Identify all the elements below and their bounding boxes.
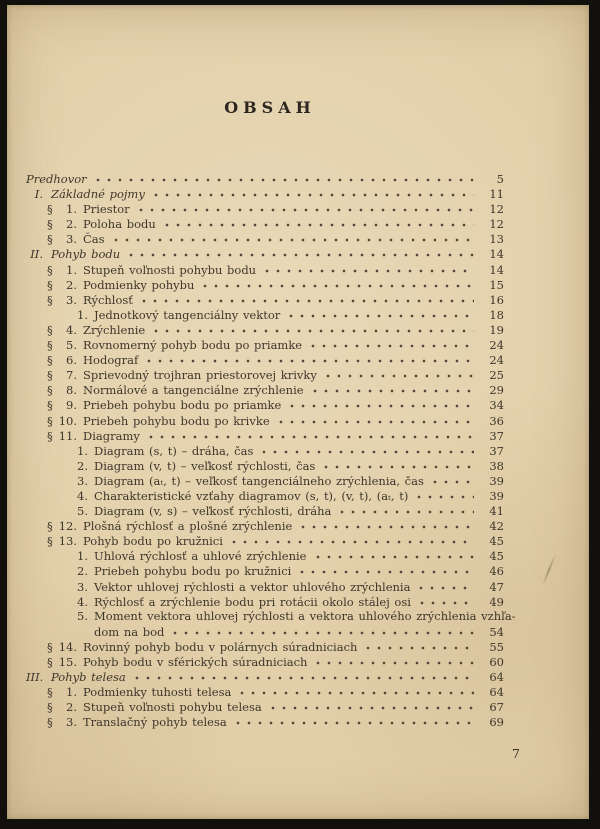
toc-entry — [26, 277, 504, 292]
toc-entry-title: Pohyb telesa — [51, 670, 126, 685]
toc-entry-section-sign: § — [47, 700, 53, 715]
toc-entry-title: Uhlová rýchlosť a uhlové zrýchlenie — [94, 549, 307, 564]
toc-entry-number: 1. — [77, 443, 88, 458]
toc-entry — [26, 322, 504, 337]
toc-entry-title: Priestor — [83, 202, 130, 217]
toc-entry — [26, 397, 504, 412]
toc-entry-title: Rýchlosť — [83, 292, 133, 307]
toc-entry — [26, 503, 504, 518]
toc-entry-number: 6. — [66, 353, 77, 368]
toc-entry-title: Vektor uhlovej rýchlosti a vektor uhlového zrýchlenia — [94, 579, 411, 594]
toc-entry — [26, 171, 504, 186]
dot-leader — [165, 216, 474, 228]
toc-entry-section-sign: § — [47, 428, 53, 443]
toc-entry-number: 4. — [77, 488, 88, 503]
toc-entry-number: 2. — [66, 217, 77, 232]
toc-entry-page: 36 — [489, 413, 504, 428]
toc-entry-page: 67 — [489, 700, 504, 715]
toc-entry-page: 24 — [489, 353, 504, 368]
dot-leader — [417, 488, 474, 500]
toc-entry-page: 64 — [489, 670, 504, 685]
toc-entry-section-sign: § — [47, 368, 53, 383]
toc-entry-page: 42 — [489, 519, 504, 534]
toc-entry-page: 18 — [489, 307, 504, 322]
dot-leader — [142, 292, 474, 304]
toc-entry-number: 9. — [66, 398, 77, 413]
toc-entry — [26, 594, 504, 609]
toc-entry — [26, 579, 504, 594]
toc-entry-page: 15 — [489, 277, 504, 292]
toc-entry-title: Rovinný pohyb bodu v polárnych súradniciach — [83, 639, 358, 654]
toc-entry — [26, 699, 504, 714]
toc-entry-section-sign: § — [47, 519, 53, 534]
toc-entry-number: 2. — [66, 700, 77, 715]
toc-entry-title: Jednotkový tangenciálny vektor — [94, 307, 281, 322]
toc-entry-section-sign: § — [47, 277, 53, 292]
toc-entry-number: 3. — [77, 579, 88, 594]
toc-entry-section-sign: § — [47, 322, 53, 337]
toc-entry-page: 37 — [489, 428, 504, 443]
toc-entry — [26, 654, 504, 669]
toc-entry-title: Čas — [83, 232, 105, 247]
toc-entry-number: 1. — [77, 307, 88, 322]
toc-entry-title: Pohyb bodu — [51, 247, 121, 262]
toc-entry-title: Translačný pohyb telesa — [83, 715, 227, 730]
dot-leader — [154, 186, 474, 198]
toc-entry — [26, 216, 504, 231]
toc-entry-title: Pohyb bodu v sférických súradniciach — [83, 655, 308, 669]
toc-entry-title: Charakteristické vzťahy diagramov (s, t), (v, t), (aₜ, t) — [94, 488, 409, 503]
toc-entry-title: Diagram (aₜ, t) – veľkosť tangenciálneho zrýchlenia, čas — [94, 473, 424, 488]
toc-entry-number: 2. — [77, 458, 88, 473]
toc-entry-page: 11 — [489, 187, 504, 202]
toc-entry-page: 55 — [489, 639, 504, 654]
toc-entry-page: 64 — [489, 685, 504, 700]
toc-entry-title: Hodograf — [83, 353, 139, 368]
toc-entry-title: Stupeň voľnosti pohybu telesa — [83, 700, 262, 715]
toc-entry-page: 13 — [489, 232, 504, 247]
toc-entry-page: 45 — [489, 534, 504, 549]
dot-leader — [300, 563, 474, 575]
toc-entry-number: I. — [34, 187, 43, 202]
toc-entry — [26, 186, 504, 201]
toc-entry-page: 47 — [489, 579, 504, 594]
toc-entry — [26, 231, 504, 246]
toc-entry — [26, 337, 504, 352]
toc-entry-number: 1. — [77, 549, 88, 564]
toc-entry-page: 46 — [489, 564, 504, 579]
toc-entry — [26, 714, 504, 729]
contents-title: OBSAH — [224, 98, 316, 117]
dot-leader — [232, 533, 474, 545]
toc-entry-page: 14 — [489, 247, 504, 262]
dot-leader — [313, 382, 474, 394]
toc-entry-title: Plošná rýchlosť a plošné zrýchlenie — [83, 519, 293, 534]
dot-leader — [289, 307, 474, 319]
dot-leader — [271, 699, 474, 711]
toc-entry-number: III. — [26, 670, 44, 685]
toc-entry-section-sign: § — [47, 685, 53, 700]
toc-entry-page: 16 — [489, 292, 504, 307]
dot-leader — [149, 428, 474, 440]
toc-entry-page: 24 — [489, 338, 504, 353]
toc-entry-number: 7. — [66, 368, 77, 383]
toc-entry-title: Sprievodný trojhran priestorovej krivky — [83, 368, 317, 383]
toc-entry-page: 34 — [489, 398, 504, 413]
toc-entry-section-sign: § — [47, 655, 53, 669]
dot-leader — [240, 684, 474, 696]
toc-entry-title: Moment vektora uhlovej rýchlosti a vektora uhlového zrýchlenia vzhľa- — [94, 608, 516, 623]
toc-entry — [26, 246, 504, 261]
toc-entry-page: 41 — [489, 504, 504, 519]
toc-entry-number: 4. — [66, 322, 77, 337]
toc-entry-title: Základné pojmy — [51, 187, 145, 202]
dot-leader — [114, 231, 474, 243]
toc-entry-page: 39 — [489, 488, 504, 503]
toc-list — [26, 171, 516, 730]
toc-entry-number: 1. — [66, 202, 77, 217]
toc-entry-number: 10. — [58, 413, 77, 428]
toc-entry-number: 3. — [66, 715, 77, 730]
dot-leader — [236, 714, 474, 726]
toc-entry-page: 12 — [489, 217, 504, 232]
toc-entry-number: II. — [30, 247, 43, 262]
dot-leader — [366, 639, 474, 651]
toc-entry-title: Pohyb bodu po kružnici — [83, 534, 223, 549]
toc-entry-section-sign: § — [47, 413, 53, 428]
toc-entry — [26, 624, 504, 639]
toc-entry-page: 69 — [489, 715, 504, 730]
dot-leader — [96, 171, 474, 183]
toc-entry-number: 3. — [66, 292, 77, 307]
dot-leader — [129, 246, 474, 258]
toc-entry-number: 4. — [77, 594, 88, 609]
dot-leader — [324, 458, 474, 470]
toc-entry-number: 3. — [66, 232, 77, 247]
dot-leader — [301, 518, 474, 530]
dot-leader — [419, 579, 474, 591]
toc-entry — [26, 473, 504, 488]
toc-entry-page: 45 — [489, 549, 504, 564]
toc-entry-number: 3. — [77, 473, 88, 488]
book-page — [7, 5, 589, 819]
toc-entry-number: 5. — [77, 504, 88, 519]
toc-entry — [26, 458, 504, 473]
toc-entry-title: Priebeh pohybu bodu po priamke — [83, 398, 282, 413]
toc-entry-page: 39 — [489, 473, 504, 488]
toc-entry-section-sign: § — [47, 262, 53, 277]
toc-entry-title: Diagramy — [83, 428, 140, 443]
page-number-folio: 7 — [512, 746, 520, 761]
toc-entry-section-sign: § — [47, 217, 53, 232]
toc-entry-title: Priebeh pohybu bodu po kružnici — [94, 564, 292, 579]
toc-entry-title: Poloha bodu — [83, 217, 156, 232]
toc-entry — [26, 533, 504, 548]
toc-entry-page: 38 — [489, 458, 504, 473]
toc-entry-number: 5. — [77, 608, 88, 623]
toc-entry-section-sign: § — [47, 383, 53, 398]
toc-entry-title: Diagram (v, s) – veľkosť rýchlosti, dráha — [94, 504, 332, 519]
toc-entry-page: 49 — [489, 594, 504, 609]
dot-leader — [203, 277, 474, 289]
toc-entry-title: Predhovor — [26, 172, 87, 186]
toc-entry-number: 14. — [58, 639, 77, 654]
toc-entry-title: Diagram (s, t) – dráha, čas — [94, 443, 254, 458]
toc-entry-number: 2. — [77, 564, 88, 579]
toc-entry-page: 29 — [489, 383, 504, 398]
toc-entry-number: 1. — [66, 685, 77, 700]
dot-leader — [316, 654, 474, 666]
toc-entry-title: Normálové a tangenciálne zrýchlenie — [83, 383, 304, 398]
dot-leader — [265, 262, 474, 274]
toc-entry-title: Priebeh pohybu bodu po krivke — [83, 413, 270, 428]
toc-entry — [26, 639, 504, 654]
toc-entry-title: Zrýchlenie — [83, 322, 146, 337]
toc-entry-page: 14 — [489, 262, 504, 277]
toc-entry-page: 54 — [489, 624, 504, 639]
dot-leader — [420, 594, 474, 606]
toc-entry — [26, 428, 504, 443]
toc-entry — [26, 201, 504, 216]
toc-entry-number: 12. — [58, 519, 77, 534]
toc-entry — [26, 367, 504, 382]
toc-entry-section-sign: § — [47, 338, 53, 353]
toc-entry — [26, 292, 504, 307]
dot-leader — [311, 337, 474, 349]
toc-entry — [26, 488, 504, 503]
toc-entry-number: 11. — [58, 428, 77, 443]
toc-entry — [26, 563, 504, 578]
toc-entry-page: 5 — [496, 172, 504, 186]
toc-entry-page: 37 — [489, 443, 504, 458]
toc-entry-section-sign: § — [47, 715, 53, 730]
toc-entry-section-sign: § — [47, 232, 53, 247]
toc-entry-number: 13. — [58, 534, 77, 549]
dot-leader — [154, 322, 474, 334]
toc-entry-title: Rovnomerný pohyb bodu po priamke — [83, 338, 303, 353]
toc-entry — [26, 413, 504, 428]
toc-entry — [26, 548, 504, 563]
dot-leader — [340, 503, 474, 515]
toc-entry — [26, 443, 504, 458]
dot-leader — [262, 443, 474, 455]
dot-leader — [326, 367, 474, 379]
toc-entry-page: 60 — [489, 655, 504, 669]
toc-entry — [26, 307, 504, 322]
toc-entry-title: Podmienky pohybu — [83, 277, 195, 292]
toc-entry-section-sign: § — [47, 534, 53, 549]
toc-entry — [26, 669, 504, 684]
dot-leader — [316, 548, 475, 560]
dot-leader — [135, 669, 474, 681]
paper-crease — [542, 554, 557, 586]
toc-entry-number: 2. — [66, 277, 77, 292]
toc-entry-page: 19 — [489, 322, 504, 337]
dot-leader — [433, 473, 474, 485]
toc-entry — [26, 518, 504, 533]
toc-entry-section-sign: § — [47, 639, 53, 654]
toc-entry-title: Stupeň voľnosti pohybu bodu — [83, 262, 257, 277]
toc-entry-section-sign: § — [47, 353, 53, 368]
toc-entry-title: dom na bod — [94, 624, 165, 639]
toc-entry-section-sign: § — [47, 202, 53, 217]
dot-leader — [290, 397, 474, 409]
toc-entry — [26, 382, 504, 397]
toc-entry — [26, 352, 504, 367]
toc-entry-title: Rýchlosť a zrýchlenie bodu pri rotácii okolo stálej osi — [94, 594, 411, 609]
dot-leader — [147, 352, 474, 364]
dot-leader — [139, 201, 474, 213]
toc-entry-number: 5. — [66, 338, 77, 353]
toc-entry-number: 15. — [58, 655, 77, 669]
toc-entry — [26, 262, 504, 277]
toc-entry-section-sign: § — [47, 398, 53, 413]
toc-entry-number: 1. — [66, 262, 77, 277]
toc-entry — [26, 608, 516, 624]
toc-entry-page: 25 — [489, 368, 504, 383]
toc-entry-page: 12 — [489, 202, 504, 217]
dot-leader — [279, 413, 474, 425]
dot-leader — [173, 624, 474, 636]
toc-entry — [26, 684, 504, 699]
toc-entry-title: Diagram (v, t) – veľkosť rýchlosti, čas — [94, 458, 316, 473]
toc-entry-section-sign: § — [47, 292, 53, 307]
toc-entry-title: Podmienky tuhosti telesa — [83, 685, 232, 700]
toc-entry-number: 8. — [66, 383, 77, 398]
